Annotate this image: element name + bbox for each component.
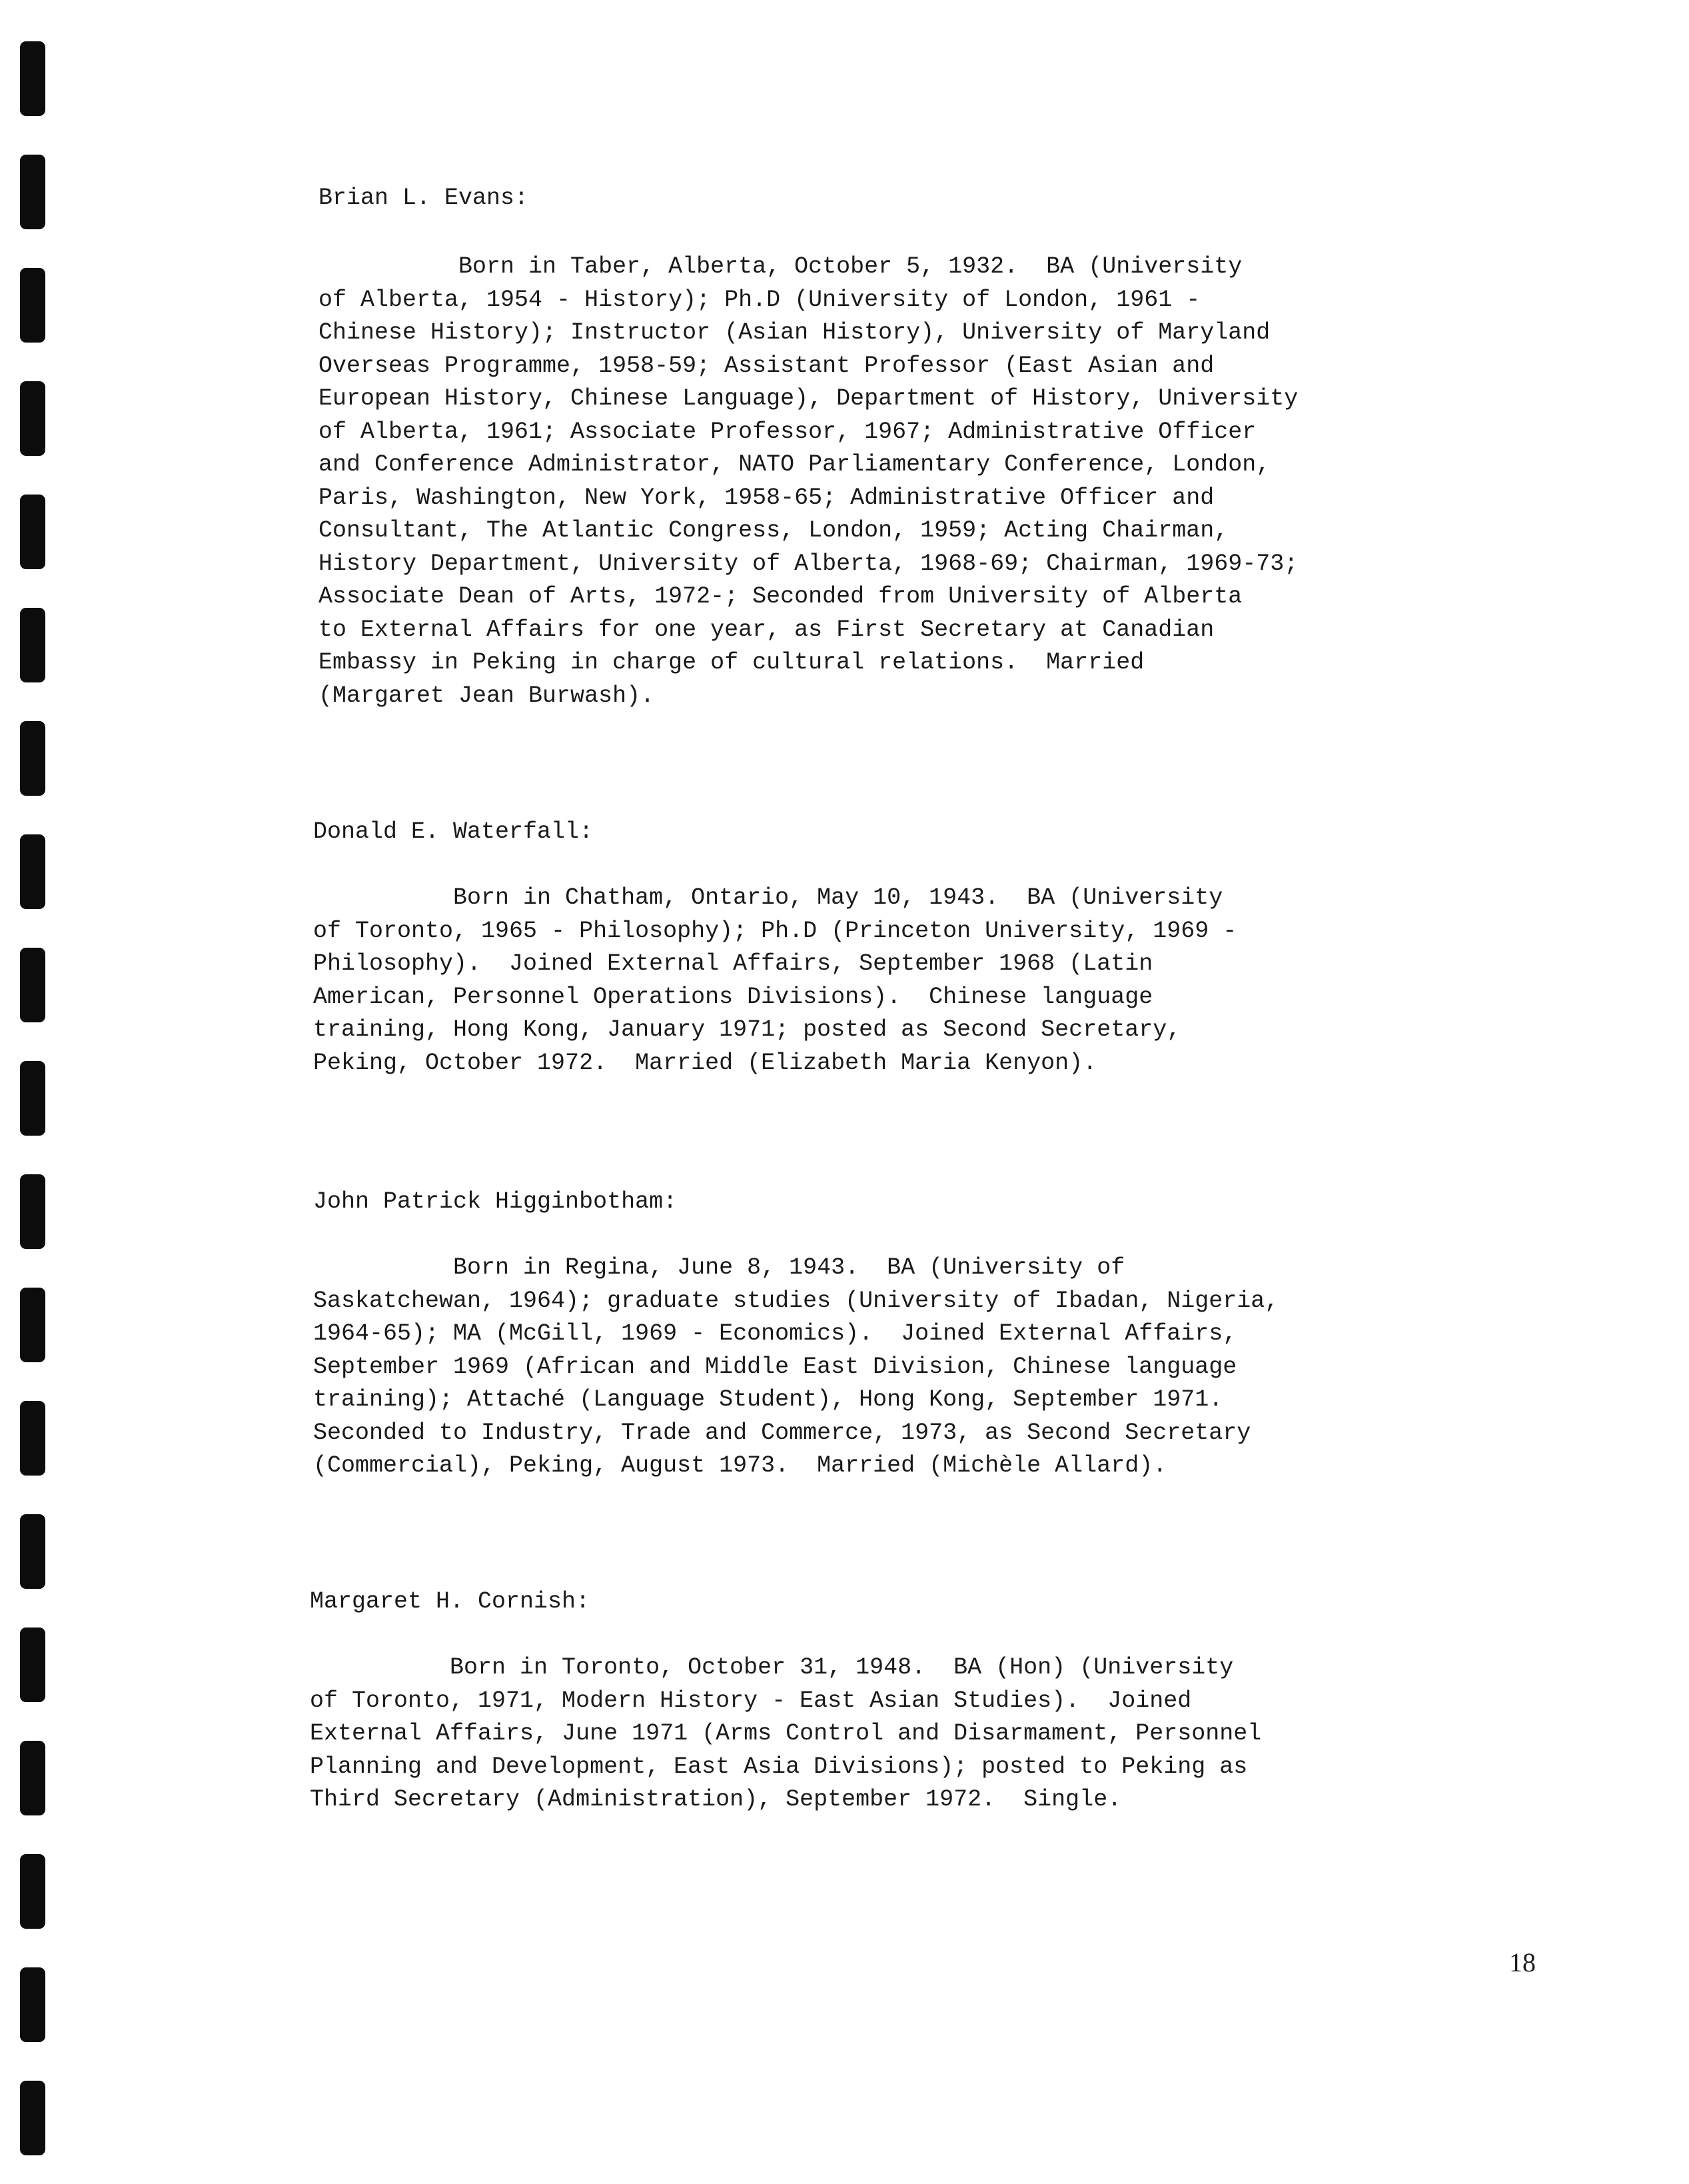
- text-line: European History, Chinese Language), Department of History, University: [318, 385, 1299, 412]
- text-line: Third Secretary (Administration), September 1972. Single.: [310, 1786, 1122, 1813]
- text-line: 1964-65); MA (McGill, 1969 - Economics). Joined External Affairs,: [313, 1320, 1237, 1347]
- text-line: American, Personnel Operations Divisions). Chinese language: [313, 983, 1153, 1010]
- binder-hole-icon: [20, 721, 45, 796]
- biography-text: [310, 1651, 1261, 1817]
- text-line: Born in Taber, Alberta, October 5, 1932. BA (University: [318, 253, 1243, 280]
- text-line: Peking, October 1972. Married (Elizabeth Maria Kenyon).: [313, 1049, 1097, 1076]
- binder-hole-icon: [20, 1288, 45, 1362]
- binder-holes-strip: [20, 0, 47, 2184]
- binder-hole-icon: [20, 1401, 45, 1476]
- biography-text: [318, 251, 1298, 712]
- text-line: Philosophy). Joined External Affairs, September 1968 (Latin: [313, 950, 1153, 977]
- binder-hole-icon: [20, 834, 45, 909]
- text-line: September 1969 (African and Middle East Division, Chinese language: [313, 1353, 1237, 1380]
- binder-hole-icon: [20, 495, 45, 569]
- biography-text: [313, 882, 1237, 1080]
- text-line: (Commercial), Peking, August 1973. Married (Michèle Allard).: [313, 1452, 1167, 1479]
- person-name: Brian L. Evans:: [318, 185, 529, 211]
- text-line: Overseas Programme, 1958-59; Assistant Professor (East Asian and: [318, 352, 1215, 379]
- binder-hole-icon: [20, 1741, 45, 1815]
- binder-hole-icon: [20, 268, 45, 343]
- binder-hole-icon: [20, 381, 45, 456]
- binder-hole-icon: [20, 1514, 45, 1589]
- text-line: Embassy in Peking in charge of cultural relations. Married: [318, 649, 1145, 676]
- person-name: Margaret H. Cornish:: [310, 1588, 590, 1615]
- text-line: Associate Dean of Arts, 1972-; Seconded from University of Alberta: [318, 583, 1243, 610]
- binder-hole-icon: [20, 1854, 45, 1929]
- text-line: and Conference Administrator, NATO Parliamentary Conference, London,: [318, 451, 1271, 478]
- binder-hole-icon: [20, 1967, 45, 2042]
- page-number: 18: [1509, 1947, 1536, 1977]
- text-line: of Alberta, 1961; Associate Professor, 1967; Administrative Officer: [318, 418, 1257, 445]
- text-line: training, Hong Kong, January 1971; posted as Second Secretary,: [313, 1016, 1181, 1043]
- biography-text: [313, 1252, 1279, 1483]
- text-line: of Alberta, 1954 - History); Ph.D (University of London, 1961 -: [318, 286, 1201, 313]
- text-line: Saskatchewan, 1964); graduate studies (University of Ibadan, Nigeria,: [313, 1287, 1279, 1314]
- binder-hole-icon: [20, 1174, 45, 1249]
- binder-hole-icon: [20, 155, 45, 229]
- text-line: training); Attaché (Language Student), Hong Kong, September 1971.: [313, 1386, 1223, 1413]
- text-line: Born in Toronto, October 31, 1948. BA (Hon) (University: [310, 1654, 1234, 1681]
- binder-hole-icon: [20, 608, 45, 682]
- text-line: History Department, University of Alberta, 1968-69; Chairman, 1969-73;: [318, 550, 1299, 577]
- binder-hole-icon: [20, 2081, 45, 2155]
- text-line: Seconded to Industry, Trade and Commerce, 1973, as Second Secretary: [313, 1419, 1251, 1446]
- text-line: Born in Chatham, Ontario, May 10, 1943. BA (University: [313, 884, 1223, 911]
- person-name: John Patrick Higginbotham:: [313, 1188, 678, 1215]
- text-line: External Affairs, June 1971 (Arms Control and Disarmament, Personnel: [310, 1720, 1262, 1747]
- person-name: Donald E. Waterfall:: [313, 818, 594, 845]
- text-line: to External Affairs for one year, as First Secretary at Canadian: [318, 616, 1215, 643]
- binder-hole-icon: [20, 1061, 45, 1136]
- text-line: of Toronto, 1971, Modern History - East Asian Studies). Joined: [310, 1687, 1192, 1714]
- binder-hole-icon: [20, 948, 45, 1022]
- text-line: Planning and Development, East Asia Divisions); posted to Peking as: [310, 1753, 1248, 1780]
- binder-hole-icon: [20, 1628, 45, 1702]
- text-line: Consultant, The Atlantic Congress, London, 1959; Acting Chairman,: [318, 517, 1229, 544]
- text-line: of Toronto, 1965 - Philosophy); Ph.D (Princeton University, 1969 -: [313, 917, 1237, 944]
- text-line: (Margaret Jean Burwash).: [318, 682, 655, 709]
- text-line: Chinese History); Instructor (Asian History), University of Maryland: [318, 319, 1271, 346]
- binder-hole-icon: [20, 41, 45, 116]
- text-line: Born in Regina, June 8, 1943. BA (University of: [313, 1254, 1125, 1281]
- text-line: Paris, Washington, New York, 1958-65; Administrative Officer and: [318, 484, 1215, 511]
